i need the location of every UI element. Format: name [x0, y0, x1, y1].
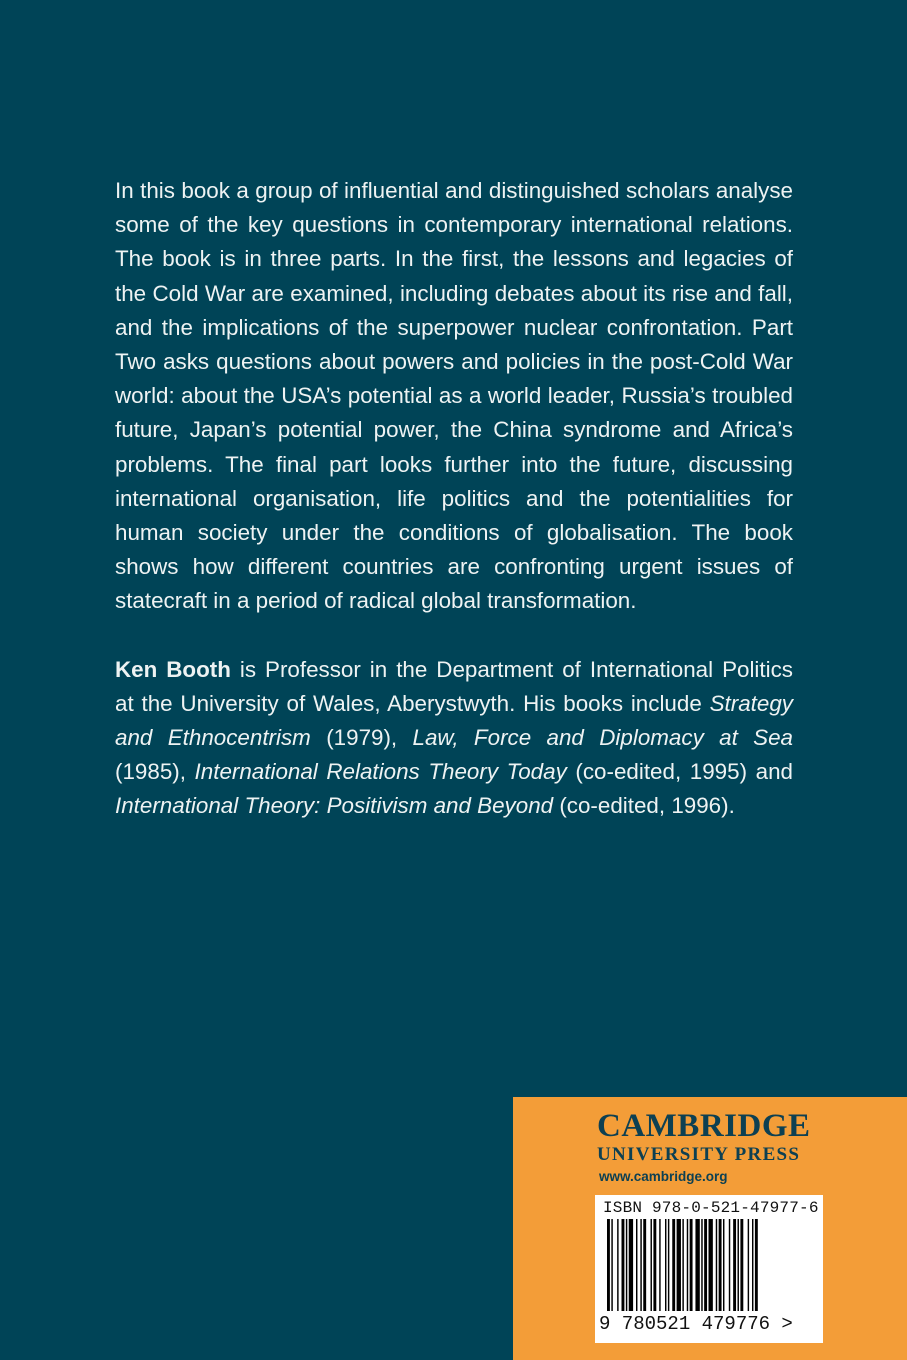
barcode-bar [716, 1219, 717, 1311]
book-title: Law, Force and Diplomacy at Sea [412, 725, 793, 751]
publisher-name: CAMBRIDGE [597, 1108, 811, 1144]
publisher-logo [597, 1109, 847, 1165]
author-name: Ken Booth [115, 656, 231, 682]
barcode-bars [605, 1219, 805, 1315]
publisher-subname: UNIVERSITY PRESS [597, 1144, 801, 1165]
barcode-bar [719, 1219, 722, 1311]
barcode-bar [653, 1219, 656, 1311]
author-bio [115, 653, 793, 824]
barcode-bar [755, 1219, 758, 1311]
barcode-bar [733, 1219, 736, 1311]
barcode-bar [668, 1219, 669, 1311]
barcode-bar [752, 1219, 753, 1311]
barcode-bar [682, 1219, 683, 1311]
book-title: International Relations Theory Today [194, 759, 567, 785]
publisher-website: www.cambridge.org [599, 1169, 728, 1184]
barcode-bar [695, 1219, 699, 1311]
barcode-bar [748, 1219, 749, 1311]
barcode-bar [626, 1219, 627, 1311]
barcode-bar [687, 1219, 688, 1311]
bio-text: (co-edited, 1996). [553, 793, 735, 819]
barcode-bar [701, 1219, 702, 1311]
barcode-bar [640, 1219, 641, 1311]
book-title: International Theory: Positivism and Beyond [115, 793, 554, 819]
bio-text: is Professor in the Department of International Politics at the University of Wales, Aberystwyth. His books include [115, 656, 793, 716]
isbn-label: ISBN 978-0-521-47977-6 [603, 1199, 819, 1217]
barcode-bar [651, 1219, 652, 1311]
barcode-digits: 9 780521 479776 > [599, 1313, 793, 1335]
barcode-bar [738, 1219, 739, 1311]
barcode-bar [677, 1219, 681, 1311]
bio-text: (co-edited, 1995) and [566, 759, 794, 785]
barcode-bar [740, 1219, 743, 1311]
barcode-bar [690, 1219, 693, 1311]
barcode-bar [729, 1219, 730, 1311]
cover-text [115, 174, 793, 824]
barcode-bar [709, 1219, 713, 1311]
barcode-bar [617, 1219, 618, 1311]
barcode-bar [665, 1219, 666, 1311]
barcode-bar [672, 1219, 675, 1311]
book-title: Strategy and Ethnocentrism [115, 690, 793, 751]
barcode-bar [629, 1219, 633, 1311]
barcode-box [595, 1195, 823, 1343]
blurb-paragraph: In this book a group of influential and distinguished scholars analyse some of the key questions in contemporary international relations. The book is in three parts. In the first, the lessons and legacies of the Cold War are examined, including debates about its rise and fall, and the implications of the superpower nuclear confrontation. Part Two asks questions about powers and policies in the post-Cold War world: about the USA’s potential as a world leader, Russia’s troubled future, Japan’s potential power, the China syndrome and Africa’s problems. The final part looks further into the future, discussing international organisation, life politics and the potentialities for human society under the conditions of globalisation. The book shows how different countries are confronting urgent issues of statecraft in a period of radical global transformation. [115, 178, 793, 614]
barcode-bar [622, 1219, 625, 1311]
barcode-bar [643, 1219, 646, 1311]
publisher-panel [513, 1097, 907, 1360]
barcode-bar [611, 1219, 612, 1311]
barcode-bar [607, 1219, 610, 1311]
bio-text: (1979), [310, 725, 413, 751]
barcode-bar [659, 1219, 660, 1311]
barcode-bar [704, 1219, 707, 1311]
barcode-bar [723, 1219, 724, 1311]
barcode-bar [636, 1219, 637, 1311]
bio-text: (1985), [115, 759, 195, 785]
